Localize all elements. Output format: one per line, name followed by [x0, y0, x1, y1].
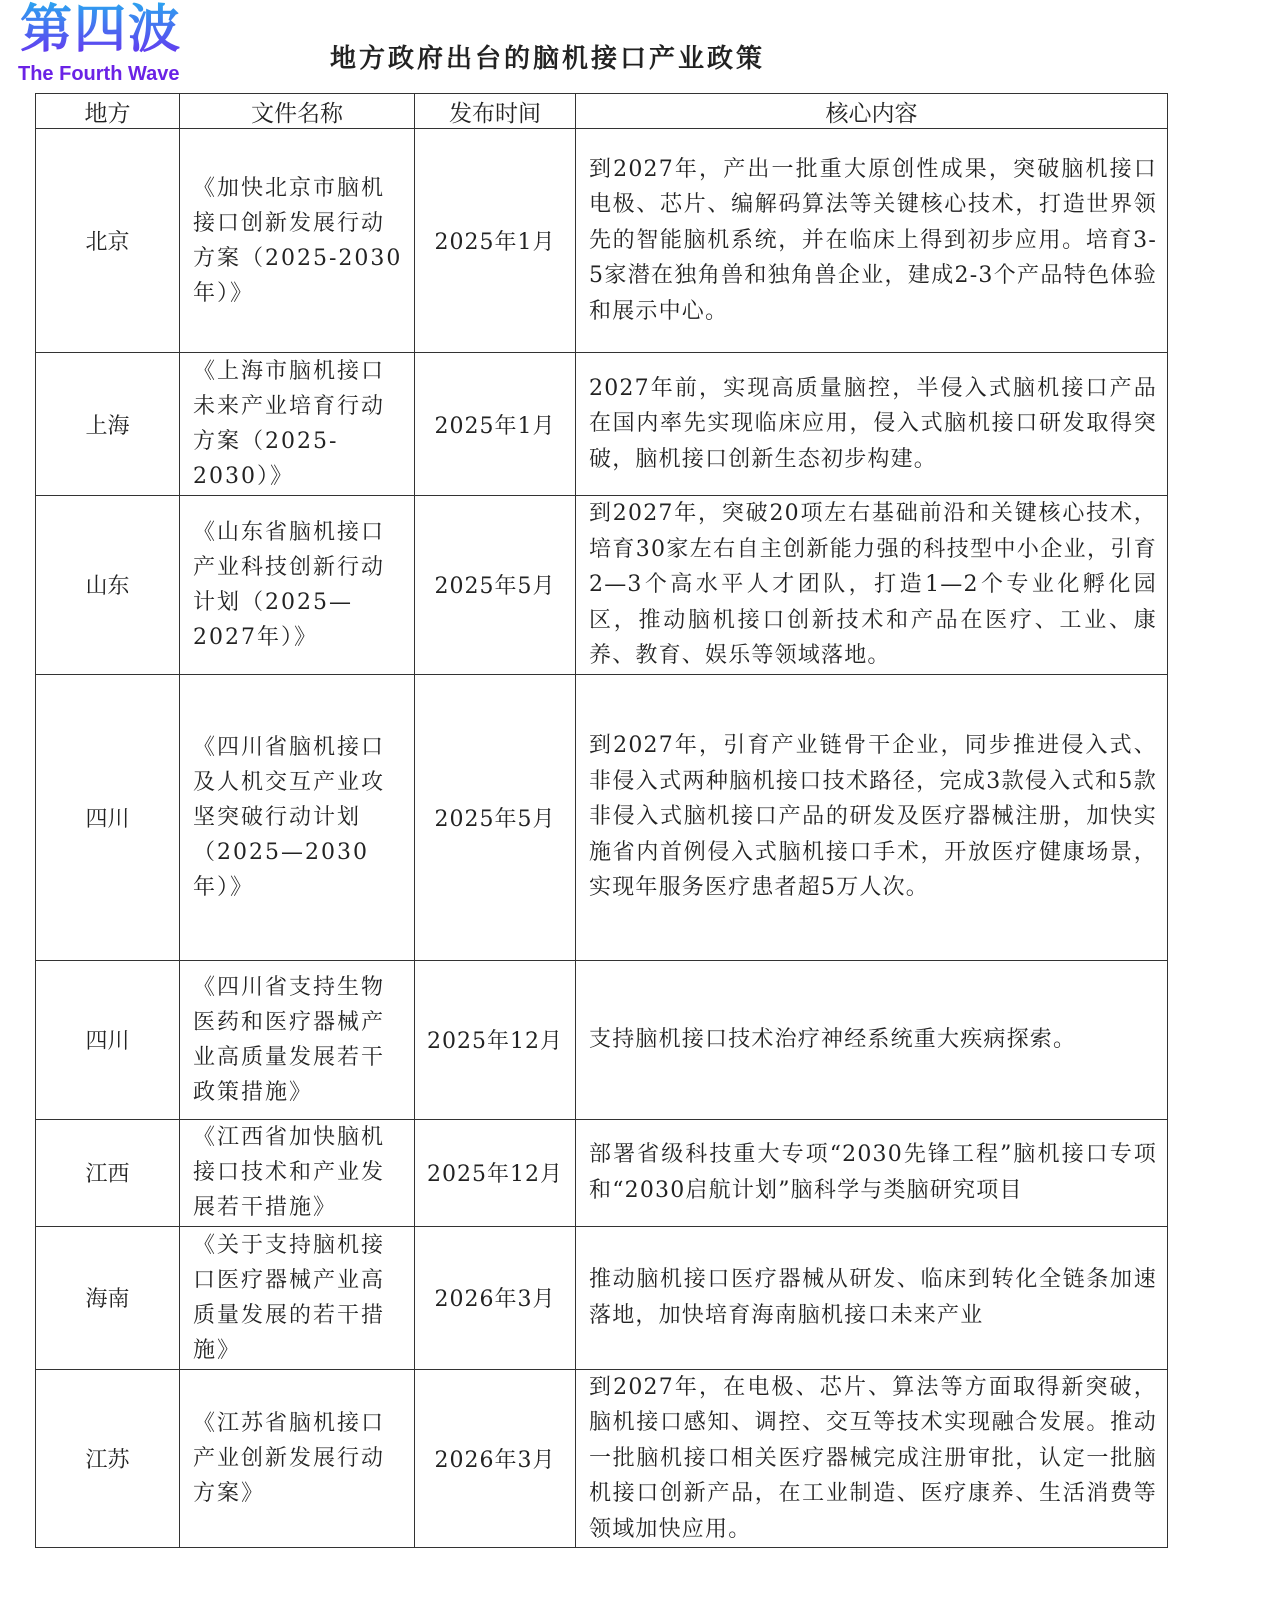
- region-cell: 北京: [36, 129, 180, 353]
- table-row: [36, 353, 1168, 496]
- header-document: 文件名称: [180, 94, 415, 129]
- region-cell: 上海: [36, 353, 180, 496]
- header-region: 地方: [36, 94, 180, 129]
- date-cell: 2026年3月: [415, 1226, 576, 1369]
- document-name-cell: 《四川省支持生物医药和医疗器械产业高质量发展若干政策措施》: [180, 960, 415, 1119]
- document-name-cell: 《山东省脑机接口产业科技创新行动计划（2025—2027年）》: [180, 496, 415, 675]
- region-cell: 江西: [36, 1119, 180, 1226]
- date-cell: 2025年1月: [415, 129, 576, 353]
- document-name-cell: 《关于支持脑机接口医疗器械产业高质量发展的若干措施》: [180, 1226, 415, 1369]
- content-cell: 到2027年，在电极、芯片、算法等方面取得新突破，脑机接口感知、调控、交互等技术实现融合发展。推动一批脑机接口相关医疗器械完成注册审批，认定一批脑机接口创新产品，在工业制造、医疗康养、生活消费等领域加快应用。: [576, 1369, 1168, 1548]
- region-cell: 山东: [36, 496, 180, 675]
- table-row: [36, 1119, 1168, 1226]
- document-name-cell: 《上海市脑机接口未来产业培育行动方案（2025-2030）》: [180, 353, 415, 496]
- table-row: [36, 1226, 1168, 1369]
- date-cell: 2025年1月: [415, 353, 576, 496]
- logo-chinese: 第四波: [20, 0, 183, 60]
- region-cell: 江苏: [36, 1369, 180, 1548]
- document-name-cell: 《江苏省脑机接口产业创新发展行动方案》: [180, 1369, 415, 1548]
- table-row: [36, 1369, 1168, 1548]
- content-cell: 推动脑机接口医疗器械从研发、临床到转化全链条加速落地，加快培育海南脑机接口未来产业: [576, 1226, 1168, 1369]
- document-name-cell: 《江西省加快脑机接口技术和产业发展若干措施》: [180, 1119, 415, 1226]
- content-cell: 2027年前，实现高质量脑控，半侵入式脑机接口产品在国内率先实现临床应用，侵入式脑机接口研发取得突破，脑机接口创新生态初步构建。: [576, 353, 1168, 496]
- content-cell: 到2027年，引育产业链骨干企业，同步推进侵入式、非侵入式两种脑机接口技术路径，完成3款侵入式和5款非侵入式脑机接口产品的研发及医疗器械注册，加快实施省内首例侵入式脑机接口手术，开放医疗健康场景，实现年服务医疗患者超5万人次。: [576, 674, 1168, 960]
- date-cell: 2026年3月: [415, 1369, 576, 1548]
- table-header-row: [36, 94, 1168, 129]
- document-name-cell: 《四川省脑机接口及人机交互产业攻坚突破行动计划（2025—2030年）》: [180, 674, 415, 960]
- header-date: 发布时间: [415, 94, 576, 129]
- document-name-cell: 《加快北京市脑机接口创新发展行动方案（2025-2030年）》: [180, 129, 415, 353]
- content-cell: 支持脑机接口技术治疗神经系统重大疾病探索。: [576, 960, 1168, 1119]
- logo: [12, 0, 252, 88]
- table-row: [36, 129, 1168, 353]
- content-cell: 部署省级科技重大专项“2030先锋工程”脑机接口专项和“2030启航计划”脑科学与类脑研究项目: [576, 1119, 1168, 1226]
- table-row: [36, 674, 1168, 960]
- logo-english: The Fourth Wave: [18, 63, 180, 85]
- date-cell: 2025年12月: [415, 960, 576, 1119]
- date-cell: 2025年12月: [415, 1119, 576, 1226]
- date-cell: 2025年5月: [415, 674, 576, 960]
- page-title: 地方政府出台的脑机接口产业政策: [330, 44, 766, 74]
- policy-table: [35, 93, 1168, 1548]
- header-content: 核心内容: [576, 94, 1168, 129]
- region-cell: 海南: [36, 1226, 180, 1369]
- date-cell: 2025年5月: [415, 496, 576, 675]
- region-cell: 四川: [36, 674, 180, 960]
- content-cell: 到2027年，突破20项左右基础前沿和关键核心技术，培育30家左右自主创新能力强的科技型中小企业，引育2—3个高水平人才团队，打造1—2个专业化孵化园区，推动脑机接口创新技术和产品在医疗、工业、康养、教育、娱乐等领域落地。: [576, 496, 1168, 675]
- table-row: [36, 496, 1168, 675]
- content-cell: 到2027年，产出一批重大原创性成果，突破脑机接口电极、芯片、编解码算法等关键核心技术，打造世界领先的智能脑机系统，并在临床上得到初步应用。培育3-5家潜在独角兽和独角兽企业，建成2-3个产品特色体验和展示中心。: [576, 129, 1168, 353]
- region-cell: 四川: [36, 960, 180, 1119]
- table-row: [36, 960, 1168, 1119]
